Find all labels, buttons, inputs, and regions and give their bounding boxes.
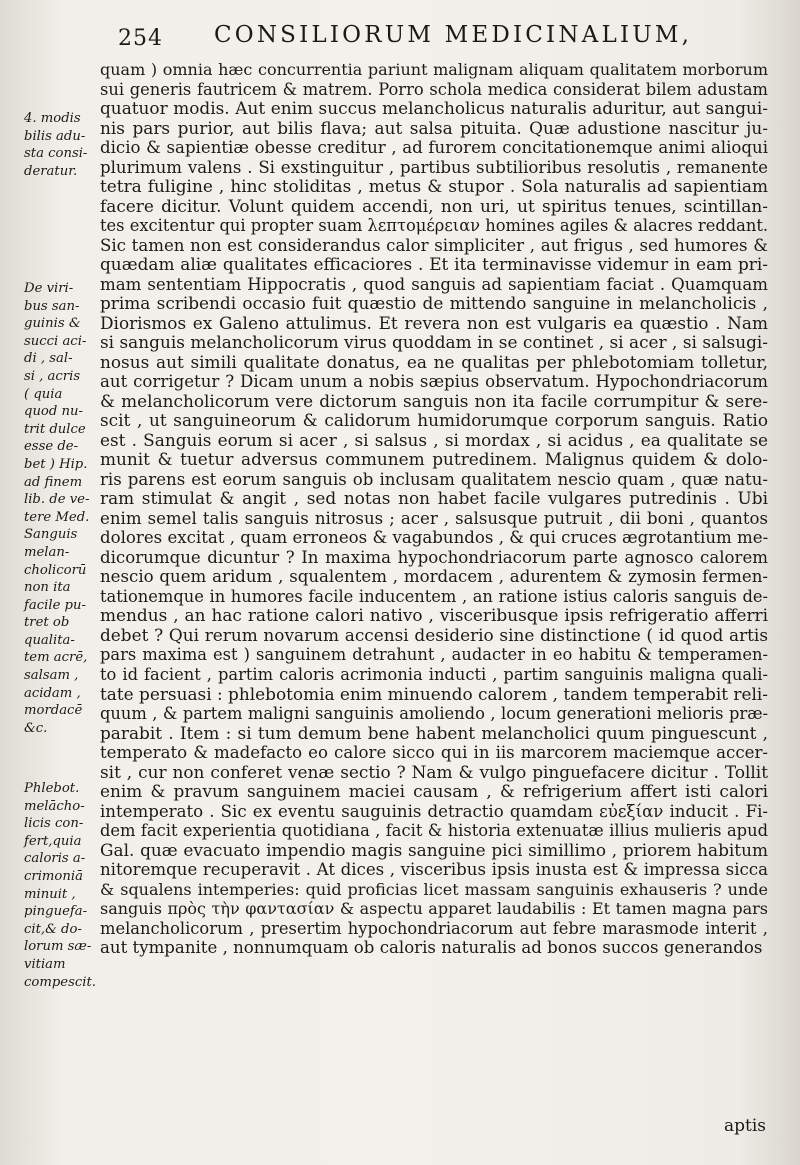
text-line: si sanguis melancholicorum virus quoddam in se continet , si acer , si salsugi- [100,332,768,353]
text-line: sit , cur non conferet venæ sectio ? Nam & vulgo pinguefacere dicitur . Tollit [100,761,768,782]
text-line: mam sententiam Hippocratis , quod sanguis ad sapientiam faciat . Quamquam [100,274,768,294]
text-line: parabit . Item : si tum demum bene habent melancholici quum pinguescunt , [100,722,768,743]
text-line: & squalens intemperies: quid proficias licet massam sanguinis exhauseris ? unde [100,879,768,899]
text-line: enim semel talis sanguis nitrosus ; acer , salsusque putruit , dii boni , quantos [100,508,768,528]
text-line: ram stimulat & angit , sed notas non habet facile vulgares putredinis . Ubi [100,488,768,509]
text-line: Gal. quæ evacuato impendio magis sanguine pici simillimo , priorem habitum [100,839,768,860]
text-line: tes excitentur qui propter suam λεπτομέρειαν homines agiles & alacres reddant. [100,216,769,236]
text-line: Sic tamen non est considerandus calor simpliciter , aut frigus , sed humores & [100,235,768,255]
text-line: dicio & sapientiæ obesse creditur , ad furorem concitationemque animi alioqui [100,138,768,158]
text-line: dicorumque dicuntur ? In maxima hypochondriacorum parte agnosco calorem [100,547,768,567]
text-line: sanguis πρὸς τὴν φαντασίαν & aspectu apparet laudabilis : Et tamen magna pars [100,899,768,919]
margin-note: De viri- bus san- guinis & succi aci- di , sal- si , acris ( quia quod nu- trit dulce esse de- bet ) Hip. ad finem lib. de ve- tere Med. Sanguis melan- cholicorū non ita facile pu- tret ob qualita- tem acrē, salsam , acidam , mordacē &c. [24,281,90,736]
text-line: quam ) omnia hæc concurrentia pariunt malignam aliquam qualitatem morborum [100,60,768,79]
text-line: debet ? Qui rerum novarum accensi desiderio sine distinctione ( id quod artis [100,624,768,645]
margin-note: 4. modis bilis adu- sta consi- deratur. [24,111,88,179]
text-line: sui generis fautricem & matrem. Porro schola medica considerat bilem adustam [100,79,768,99]
text-line: aut tympanite , nonnumquam ob caloris naturalis ad bonos succos generandos [100,938,763,958]
text-line: dem facit experientia quotidiana , facit & historia extenuatæ illius mulieris apud [100,821,768,841]
text-line: intemperato . Sic ex eventu sauguinis detractio quamdam εὐεξίαν inducit . Fi- [100,801,768,821]
text-line: scit , ut sanguineorum & calidorum humidorumque corporum sanguis. Ratio [100,410,768,431]
text-line: munit & tuetur adversus communem putredinem. Malignus quidem & dolo- [100,449,768,470]
text-line: Diorismos ex Galeno attulimus. Et revera non est vulgaris ea quæstio . Nam [100,312,768,333]
running-title: CONSILIORUM MEDICINALIUM, [214,22,693,48]
text-line: aut corrigetur ? Dicam unum a nobis sæpius observatum. Hypochondriacorum [100,372,768,392]
text-line: enim & pravum sanguinem maciei causam , & refrigerium affert isti calori [100,781,768,802]
text-line: nosus aut simili qualitate donatus, ea ne qualitas per phlebotomiam tolletur, [100,351,768,372]
text-line: quatuor modis. Aut enim succus melancholicus naturalis aduritur, aut sangui- [100,98,768,119]
text-line: nis pars purior, aut bilis flava; aut salsa pituita. Quæ adustione nascitur ju- [100,117,768,138]
text-line: quum , & partem maligni sanguinis amoliendo , locum generationi melioris præ- [100,704,768,724]
text-line: tate persuasi : phlebotomia enim minuendo calorem , tandem temperabit reli- [100,683,768,704]
page-number: 254 [118,26,163,51]
text-line: tationemque in humores facile inducentem , an ratione istius caloris sanguis de- [100,586,768,606]
text-line: melancholicorum , presertim hypochondriacorum aut febre marasmode interit , [100,918,768,938]
main-text-block [100,60,768,958]
catchword: aptis [723,1116,766,1136]
margin-note: Phlebot. melācho- licis con- fert,quia caloris a- crimoniā minuit , pinguefa- cit,& do- lorum sæ- vitiam compescit. [24,781,96,990]
text-line: nitoremque recuperavit . At dices , visceribus ipsis inusta est & impressa sicca [100,860,768,880]
text-line: facere dicitur. Volunt quidem accendi, non uri, ut spiritus tenues, scintillan- [100,195,768,216]
text-line: nescio quem aridum , squalentem , mordacem , adurentem & zymosin fermen- [100,567,768,587]
text-line: dolores excitat , quam erroneos & vagabundos , & qui cruces ægrotantium me- [100,528,769,548]
text-line: plurimum valens . Si exstinguitur , partibus subtilioribus resolutis , remanente [100,157,768,177]
text-line: pars maxima est ) sanguinem detrahunt , audacter in eo habitu & temperamen- [100,645,768,665]
text-line: tetra fuligine , hinc stoliditas , metus & stupor . Sola naturalis ad sapientiam [100,176,768,197]
text-line: prima scribendi occasio fuit quæstio de mittendo sanguine in melancholicis , [100,293,768,314]
text-line: est . Sanguis eorum si acer , si salsus , si mordax , si acidus , ea qualitate se [100,429,768,450]
page-header [0,22,800,58]
text-line: quædam aliæ qualitates efficaciores . Et ita terminavisse videmur in eam pri- [100,254,768,275]
text-line: to id facient , partim caloris acrimonia inducti , partim sanguinis maligna quali- [100,664,768,684]
text-line: ris parens est eorum sanguis ob inclusam qualitatem nescio quam , quæ natu- [100,469,768,489]
text-line: temperato & madefacto eo calore sicco qui in iis marcorem maciemque accer- [100,743,768,763]
text-line: & melancholicorum vere dictorum sanguis non ita facile corrumpitur & sere- [100,390,768,411]
text-line: mendus , an hac ratione calori nativo , visceribusque ipsis refrigeratio afferri [100,605,768,626]
